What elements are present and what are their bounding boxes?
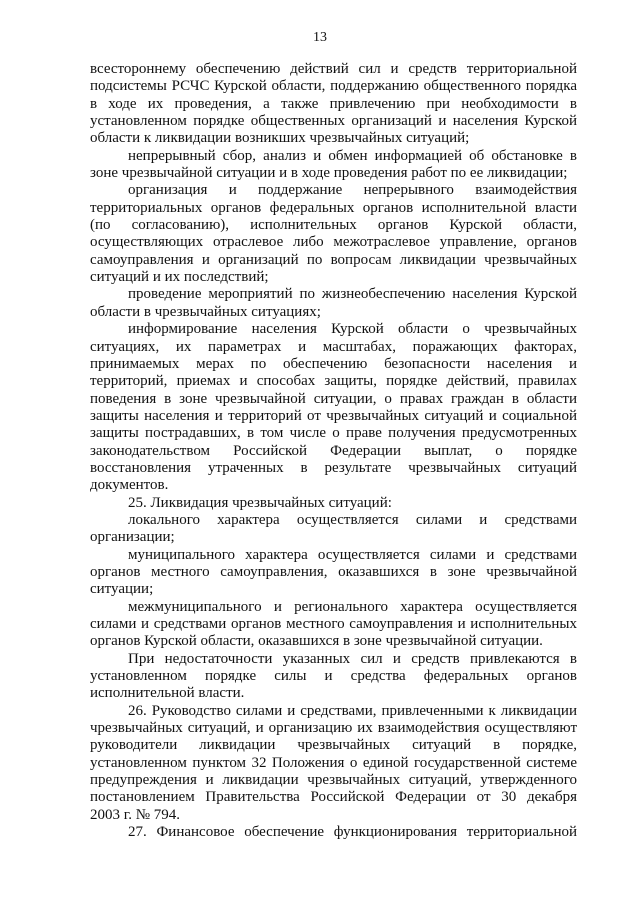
text-line: органов Курской области, оказавшихся в зоне чрезвычайной ситуации.: [90, 633, 543, 650]
text-line: всестороннему обеспечению действий сил и средств территориальной: [90, 61, 577, 77]
text-line: межмуниципального и регионального характера осуществляется: [128, 598, 577, 615]
text-line: установленном порядке общественных организаций и населения Курской: [90, 113, 577, 130]
text-line: территорий, приемах и способах защиты, порядке действий, правилах: [90, 373, 577, 390]
text-line: установленном пунктом 32 Положения о единой государственной системе: [90, 754, 577, 771]
text-line: в ходе их проведения, а также привлечению при необходимости в: [90, 95, 577, 112]
text-line: организация и поддержание непрерывного взаимодействия: [128, 182, 577, 199]
text-line: силами и средствами органов местного самоуправления и исполнительных: [90, 616, 577, 632]
text-line: установленном порядке силы и средства федеральных органов: [90, 668, 577, 685]
text-line: 2003 г. № 794.: [90, 806, 181, 823]
text-line: предупреждения и ликвидации чрезвычайных ситуаций, утвержденного: [90, 772, 577, 789]
text-line: муниципального характера осуществляется силами и средствами: [128, 546, 577, 563]
text-line: поведения в зоне чрезвычайной ситуации, о правах граждан в области: [90, 390, 577, 407]
text-line: локального характера осуществляется силами и средствами: [128, 511, 577, 528]
text-line: подсистемы РСЧС Курской области, поддержанию общественного порядка: [90, 78, 577, 95]
document-body: [90, 61, 577, 841]
text-line: области в чрезвычайных ситуациях;: [90, 303, 321, 320]
text-line: принимаемых мерах по обеспечению безопасности населения и: [90, 355, 577, 372]
text-line: исполнительной власти.: [90, 685, 245, 702]
text-line: информирование населения Курской области о чрезвычайных: [128, 321, 577, 338]
text-line: 26. Руководство силами и средствами, привлеченными к ликвидации: [128, 702, 577, 719]
text-line: ситуации;: [90, 581, 154, 598]
text-line: зоне чрезвычайной ситуации и в ходе проведения работ по ее ликвидации;: [90, 165, 568, 182]
text-line: чрезвычайных ситуаций, и организацию их взаимодействия осуществляют: [90, 720, 577, 737]
text-line: непрерывный сбор, анализ и обмен информацией об обстановке в: [128, 147, 577, 164]
text-line: осуществляющих отраслевое либо межотраслевое управление, органов: [90, 234, 577, 251]
text-line: документов.: [90, 477, 169, 494]
text-line: организации;: [90, 529, 175, 546]
text-line: проведение мероприятий по жизнеобеспечению населения Курской: [128, 286, 577, 303]
page-number: 13: [313, 30, 327, 45]
text-line: 25. Ликвидация чрезвычайных ситуаций:: [128, 494, 392, 511]
text-line: восстановления утраченных в результате чрезвычайных ситуаций: [90, 459, 577, 476]
text-line: защиты населения и территорий от чрезвычайных ситуаций и социальной: [90, 407, 577, 424]
text-line: органов местного самоуправления, оказавшихся в зоне чрезвычайной: [90, 563, 577, 580]
text-line: постановлением Правительства Российской Федерации от 30 декабря: [90, 789, 577, 806]
text-line: защиты пострадавших, в том числе о праве получения предусмотренных: [90, 425, 577, 442]
text-line: руководители ликвидации чрезвычайных ситуаций в порядке,: [90, 737, 577, 754]
text-line: (по согласованию), исполнительных органов Курской области,: [90, 217, 577, 234]
text-line: ситуациях, их параметрах и масштабах, поражающих факторах,: [90, 338, 577, 355]
text-line: законодательством Российской Федерации выплат, о порядке: [90, 442, 577, 459]
text-line: 27. Финансовое обеспечение функционирования территориальной: [128, 824, 577, 841]
text-line: самоуправления и организаций по вопросам ликвидации чрезвычайных: [90, 251, 577, 268]
text-line: территориальных органов федеральных органов исполнительной власти: [90, 199, 577, 216]
text-line: При недостаточности указанных сил и средств привлекаются в: [128, 650, 577, 667]
text-line: ситуаций и их последствий;: [90, 269, 269, 286]
text-line: области к ликвидации возникших чрезвычайных ситуаций;: [90, 130, 470, 147]
